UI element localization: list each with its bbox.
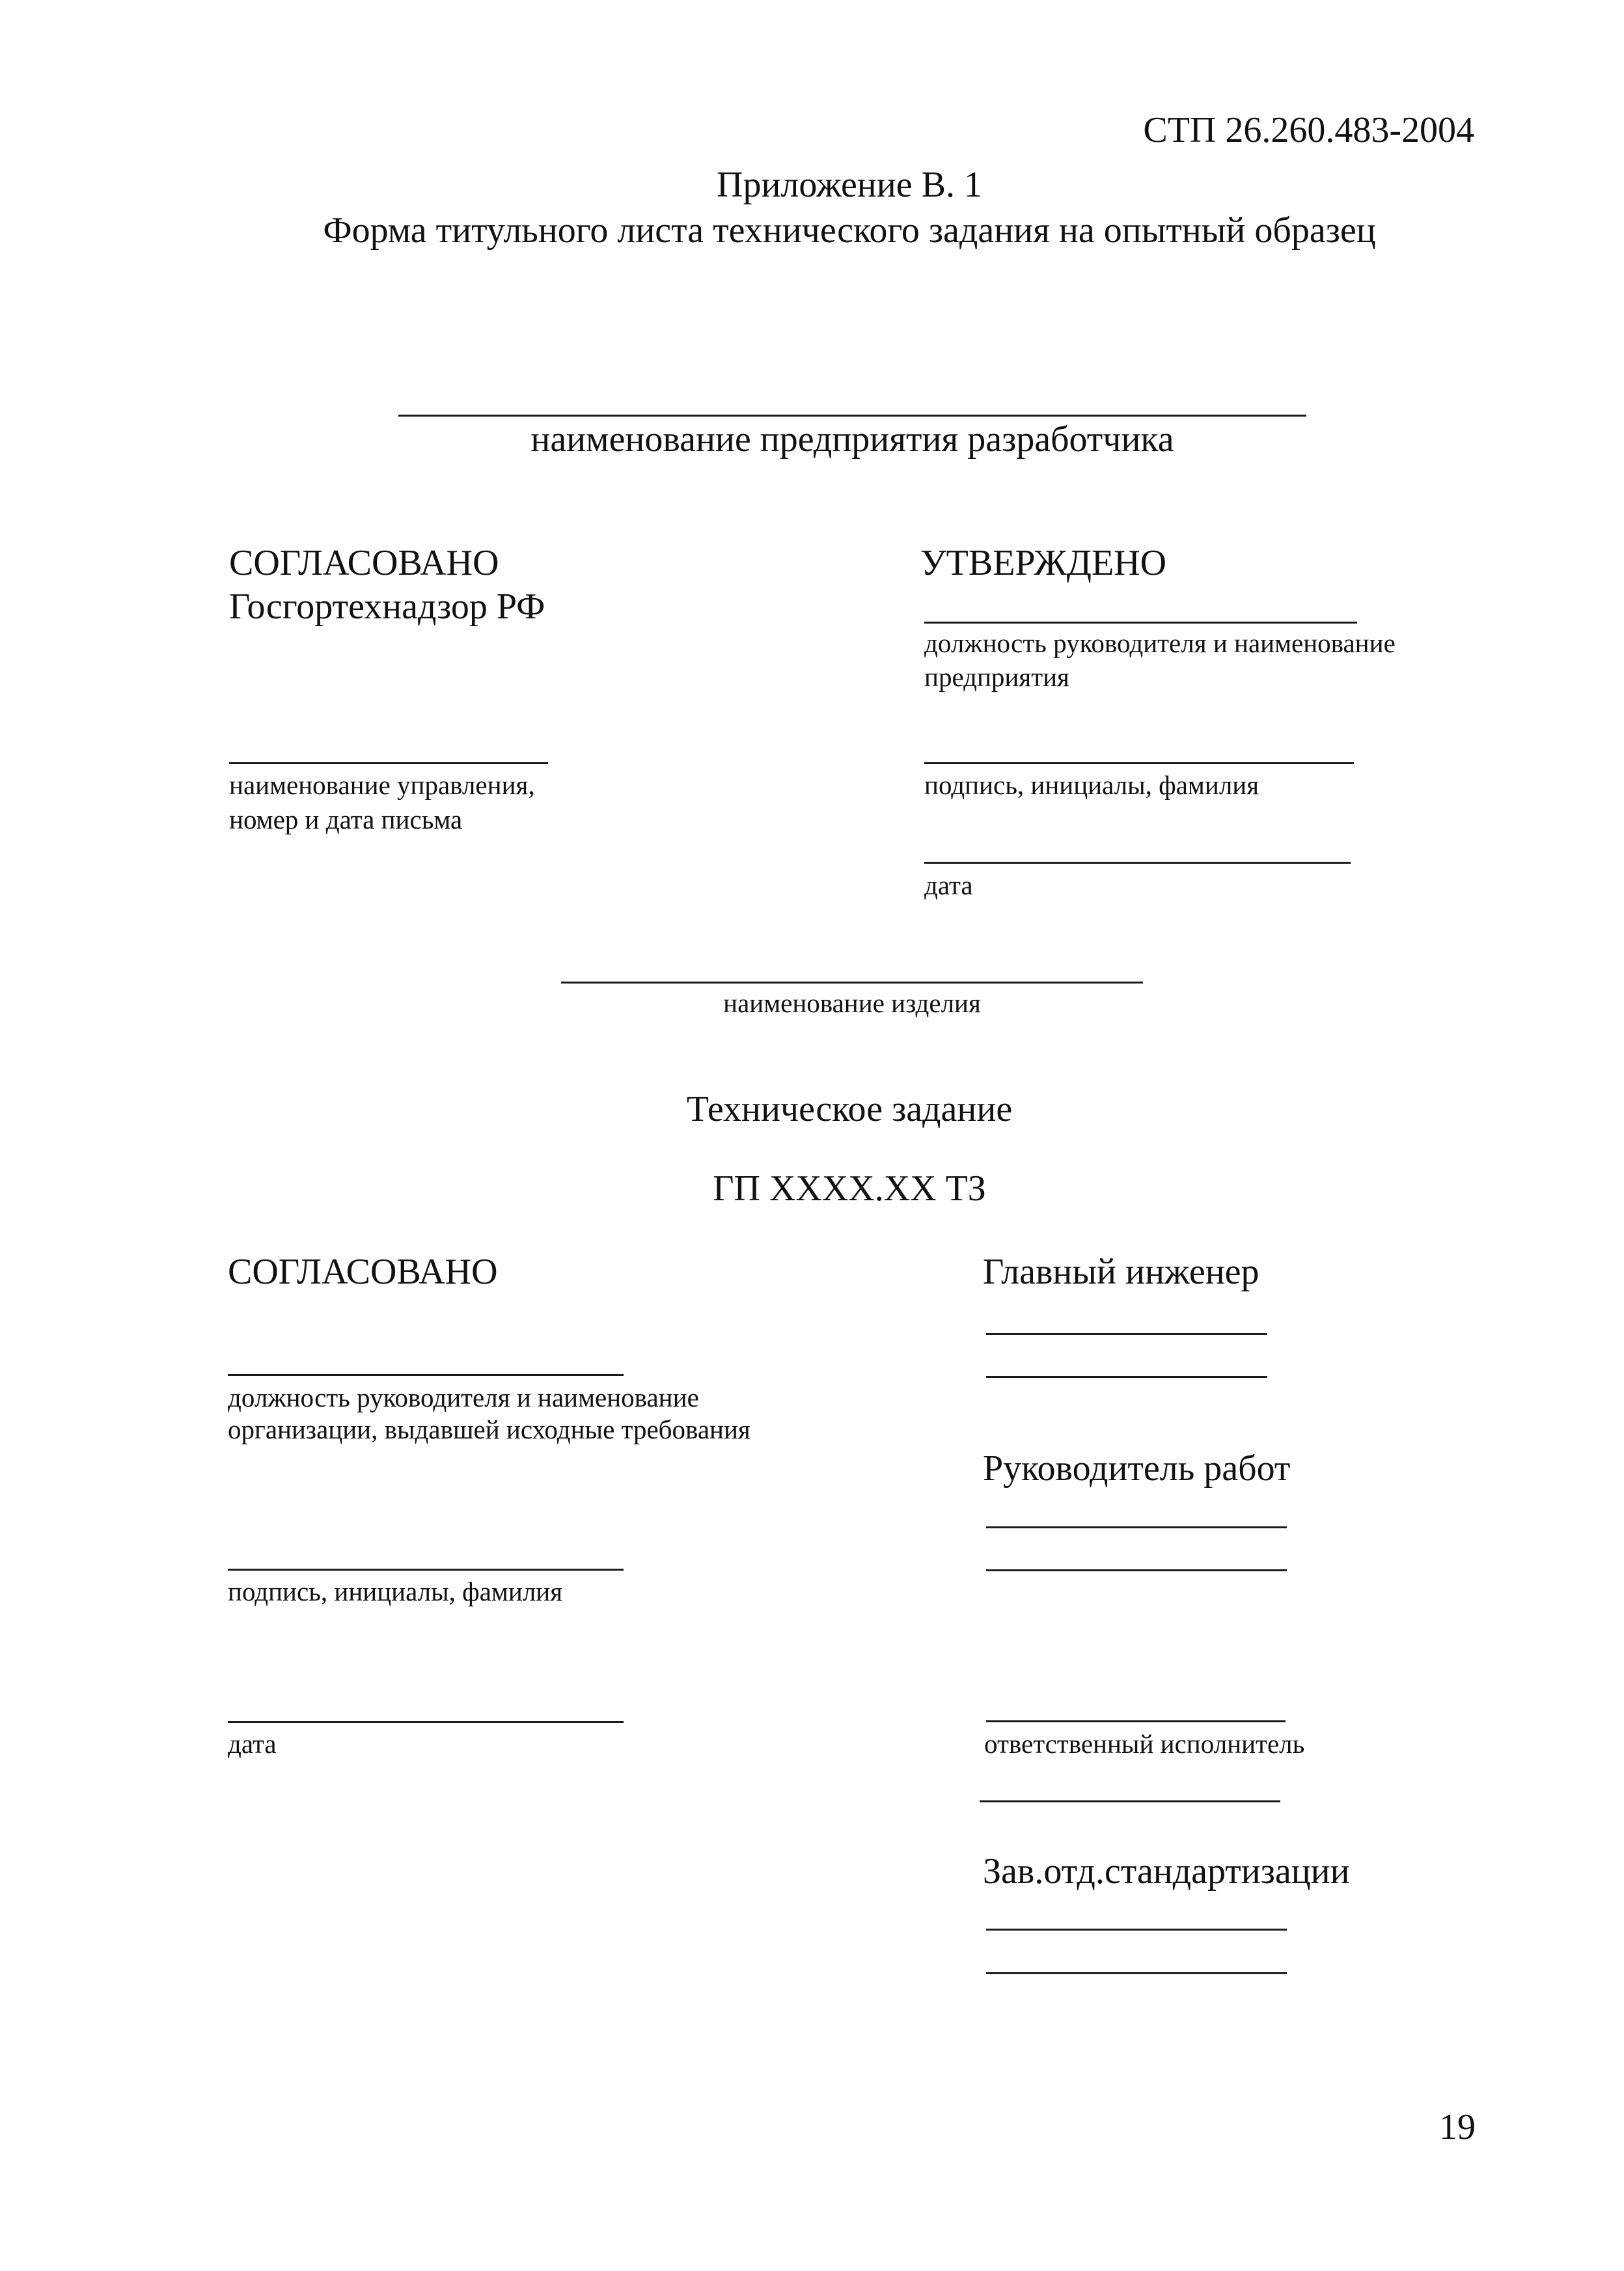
- agreed-letter-line: [229, 762, 548, 764]
- work-manager-signature-line: [986, 1526, 1287, 1528]
- approved-signature-caption: подпись, инициалы, фамилия: [924, 770, 1259, 800]
- agreed-bottom-position-caption-2: организации, выдавшей исходные требования: [228, 1414, 750, 1444]
- document-type: Техническое задание: [686, 1089, 1013, 1129]
- appendix-title: Приложение В. 1: [717, 165, 982, 205]
- agreed-bottom-heading: СОГЛАСОВАНО: [228, 1252, 498, 1292]
- agreed-authority: Госгортехнадзор РФ: [229, 586, 545, 627]
- approved-position-caption-2: предприятия: [924, 662, 1069, 692]
- agreed-bottom-signature-line: [228, 1569, 624, 1571]
- product-name-line: [561, 982, 1143, 984]
- approved-position-caption-1: должность руководителя и наименование: [924, 628, 1396, 658]
- agreed-letter-caption-2: номер и дата письма: [229, 805, 463, 834]
- approved-date-caption: дата: [924, 870, 973, 900]
- work-manager-label: Руководитель работ: [983, 1448, 1291, 1489]
- chief-engineer-name-line: [986, 1376, 1267, 1378]
- approved-date-line: [924, 862, 1351, 864]
- standardization-head-name-line: [986, 1972, 1287, 1974]
- developer-name-line: [398, 415, 1306, 417]
- approved-position-line: [924, 622, 1357, 624]
- agreed-bottom-signature-caption: подпись, инициалы, фамилия: [228, 1576, 563, 1606]
- chief-engineer-signature-line: [986, 1333, 1267, 1335]
- approved-heading: УТВЕРЖДЕНО: [920, 543, 1167, 583]
- form-title: Форма титульного листа технического задания на опытный образец: [323, 210, 1376, 251]
- agreed-letter-caption-1: наименование управления,: [229, 770, 535, 800]
- agreed-bottom-position-line: [228, 1374, 624, 1376]
- developer-name-caption: наименование предприятия разработчика: [530, 419, 1174, 460]
- agreed-bottom-date-caption: дата: [228, 1729, 277, 1759]
- document-code: СТП 26.260.483-2004: [1143, 110, 1474, 150]
- executor-line: [986, 1720, 1286, 1722]
- agreed-heading: СОГЛАСОВАНО: [229, 543, 499, 583]
- page-number: 19: [1439, 2107, 1476, 2147]
- document-designation: ГП ХХХХ.ХХ ТЗ: [713, 1168, 986, 1209]
- agreed-bottom-date-line: [228, 1721, 624, 1723]
- executor-name-line: [980, 1800, 1280, 1802]
- work-manager-name-line: [986, 1569, 1287, 1571]
- standardization-head-signature-line: [986, 1929, 1287, 1931]
- product-name-caption: наименование изделия: [723, 988, 981, 1018]
- approved-signature-line: [924, 762, 1354, 764]
- standardization-head-label: Зав.отд.стандартизации: [983, 1851, 1350, 1892]
- executor-caption: ответственный исполнитель: [984, 1729, 1305, 1759]
- chief-engineer-label: Главный инженер: [983, 1252, 1259, 1292]
- agreed-bottom-position-caption-1: должность руководителя и наименование: [228, 1383, 699, 1412]
